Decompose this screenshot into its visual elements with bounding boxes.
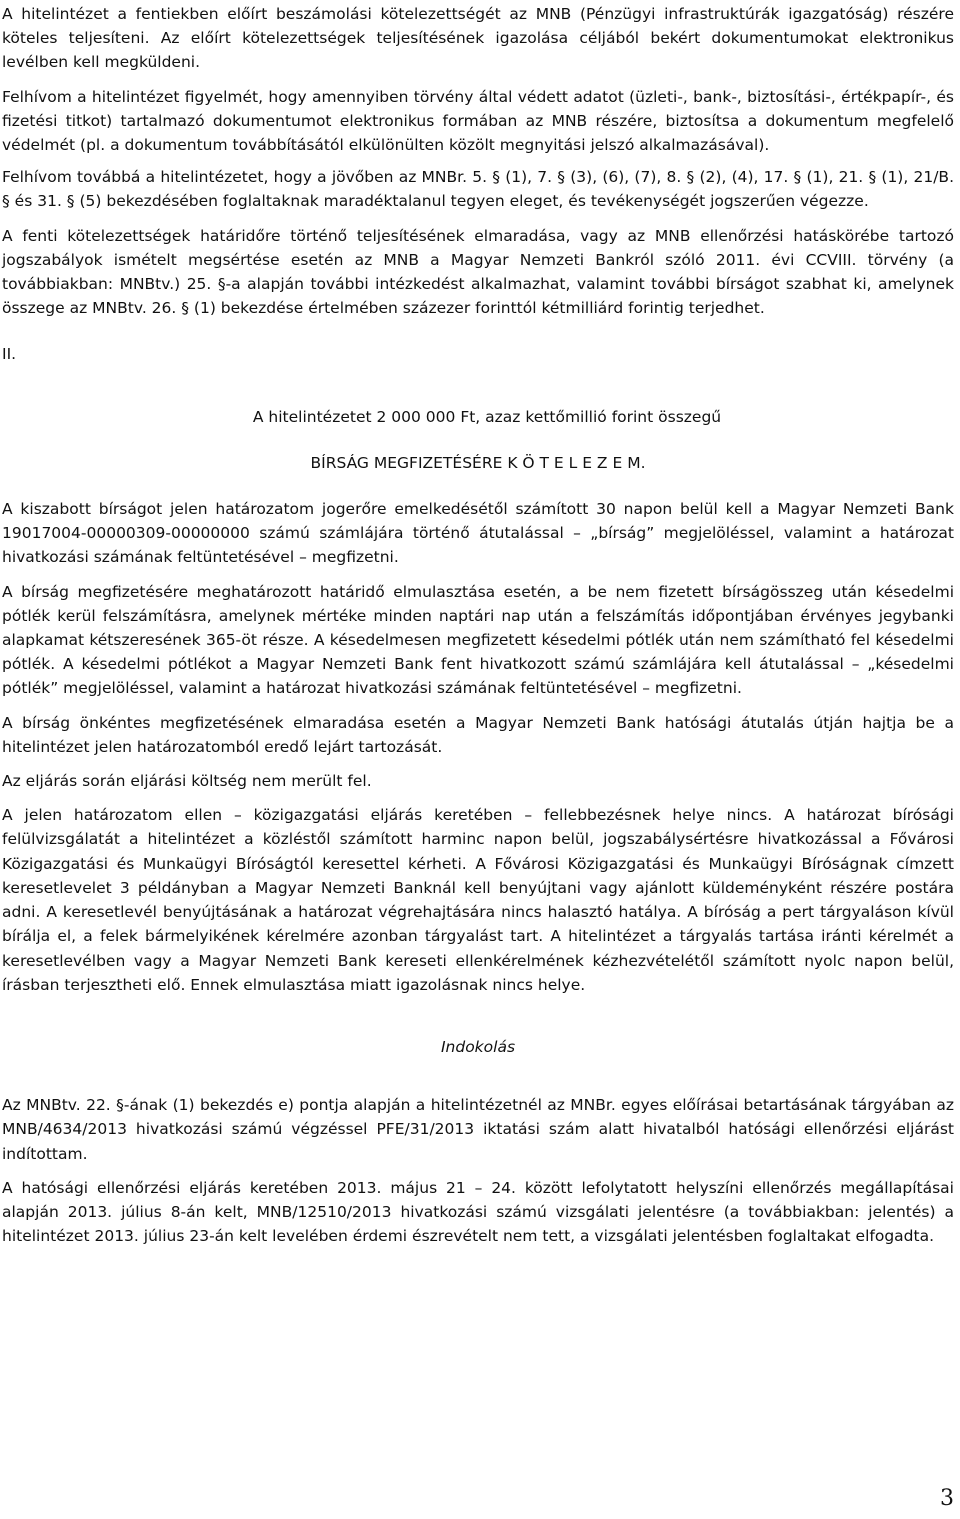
fine-order-line: BÍRSÁG MEGFIZETÉSÉRE K Ö T E L E Z E M. (310, 453, 646, 472)
paragraph-enforcement: A bírság önkéntes megfizetésének elmaradása esetén a Magyar Nemzeti Bank hatósági átutalás útján hajtja be a hitelintézet jelen határozatomból eredő lejárt tartozását. (2, 713, 954, 756)
paragraph-reporting-obligation: A hitelintézet a fentiekben előírt beszámolási kötelezettségét az MNB (Pénzügyi infrastruktúrák igazgatóság) részére köteles teljesíteni. Az előírt kötelezettségek teljesítésének igazolása céljából bekért dokumentumokat elektronikus levélben kell megküldeni. (2, 5, 954, 72)
paragraph-inspection-findings: A hatósági ellenőrzési eljárás keretében 2013. május 21 – 24. között lefolytatott helyszíni ellenőrzés megállapításai alapján 2013. július 8-án kelt, MNB/12510/2013 hivatkozási számú vizsgálati jelentésre (a továbbiakban: jelentés) a hitelintézet 2013. július 23-án kelt levelében érdemi észrevételt nem tett, a vizsgálati jelentésben foglaltakat elfogadta. (2, 1178, 954, 1246)
paragraph-sanctions-warning: A fenti kötelezettségek határidőre történő teljesítésének elmaradása, vagy az MNB ellenőrzési hatáskörébe tartozó jogszabályok ismételt megsértése esetén az MNB a Magyar Nemzeti Bankról szóló 2011. évi CCVIII. törvény (a továbbiakban: MNBtv.) 25. §-a alapján további intézkedést alkalmazhat, valamint további bírságot szabhat ki, amelynek összege az MNBtv. 26. § (1) bekezdése értelmében százezer forinttól kétmilliárd forintig terjedhet. (2, 226, 954, 318)
fine-amount-line: A hitelintézetet 2 000 000 Ft, azaz kettőmillió forint összegű (252, 407, 722, 426)
section-number: II. (2, 345, 17, 364)
section-heading: Indokolás (440, 1037, 516, 1056)
paragraph-procedure-cost: Az eljárás során eljárási költség nem merült fel. (2, 772, 372, 791)
paragraph-protected-data-notice: Felhívom a hitelintézet figyelmét, hogy amennyiben törvény által védett adatot (üzleti-, bank-, biztosítási-, értékpapír-, és fizetési titkot) tartalmazó dokumentumot elektronikus formában az MNB részére, biztosítsa a dokumentum megfelelő védelmét (pl. a dokumentum továbbításától elkülönülten közölt megnyitási jelszó alkalmazásával). (2, 87, 954, 155)
paragraph-proceedings-start: Az MNBtv. 22. §-ának (1) bekezdés e) pontja alapján a hitelintézetnél az MNBr. egyes előírásai betartásának tárgyában az MNB/4634/2013 hivatkozási számú végzéssel PFE/31/2013 iktatási szám alatt hivatalból hatósági ellenőrzési eljárást indítottam. (2, 1096, 954, 1163)
paragraph-late-payment: A bírság megfizetésére meghatározott határidő elmulasztása esetén, a be nem fizetett bírságösszeg után késedelmi pótlék kerül felszámításra, amelynek mértéke minden naptári nap után a felszámítás időpontjában érvényes jegybanki alapkamat kétszeresének 365-öt része. A késedelmesen megfizetett késedelmi pótlék után nem számítható fel késedelmi pótlék. A késedelmi pótlékot a Magyar Nemzeti Bank fent hivatkozott számú számlájára kell átutalással – „késedelmi pótlék” megjelöléssel, valamint a határozat hivatkozási számának feltüntetésével – megfizetni. (2, 582, 954, 698)
page-number: 3 (940, 1486, 954, 1511)
paragraph-payment-instructions: A kiszabott bírságot jelen határozatom jogerőre emelkedésétől számított 30 napon belül kell a Magyar Nemzeti Bank 19017004-00000309-00000000 számú számlájára történő átutalással – „bírság” megjelöléssel, valamint a határozat hivatkozási számának feltüntetésével – megfizetni. (2, 500, 954, 567)
paragraph-compliance-call: Felhívom továbbá a hitelintézetet, hogy a jövőben az MNBr. 5. § (1), 7. § (3), (6), (7), 8. § (2), (4), 17. § (1), 21. § (1), 21/B. § és 31. § (5) bekezdésében foglaltaknak maradéktalanul tegyen eleget, és tevékenységét jogszerűen végezze. (2, 168, 954, 211)
paragraph-legal-remedy: A jelen határozatom ellen – közigazgatási eljárás keretében – fellebbezésnek helye nincs. A határozat bírósági felülvizsgálatát a hitelintézet a közléstől számított harminc napon belül, jogszabálysértésre hivatkozással a Fővárosi Közigazgatási és Munkaügyi Bíróságtól keresettel kérheti. A Fővárosi Közigazgatási és Munkaügyi Bíróságnak címzett keresetlevelet 3 példányban a Magyar Nemzeti Banknál kell benyújtani vagy ajánlott küldeményként részére postára adni. A keresetlevél benyújtásának a határozat végrehajtására nincs halasztó hatálya. A bíróság a pert tárgyaláson kívül bírálja el, a felek bármelyikének kérelmére azonban tárgyalást tart. A hitelintézet a tárgyalás tartása iránti kérelmét a keresetlevélben vagy a Magyar Nemzeti Bank kereseti ellenkérelmének kézhezvételétől számított nyolc napon belül, írásban terjesztheti elő. Ennek elmulasztása miatt igazolásnak nincs helye. (2, 806, 954, 994)
